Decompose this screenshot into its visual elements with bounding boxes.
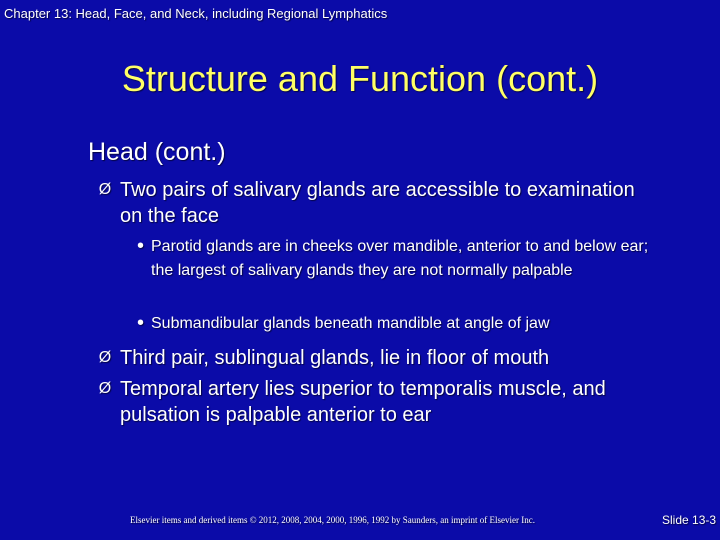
bullet-parotid-glands [130, 235, 670, 283]
slide-number: Slide 13-3 [662, 513, 717, 527]
bullet-submandibular-glands [130, 312, 690, 336]
bullet-sublingual-glands [90, 345, 690, 371]
bullet-text: Submandibular glands beneath mandible at angle of jaw [151, 315, 550, 332]
arrow-bullet-icon: Ø [98, 349, 112, 366]
bullet-salivary-glands [90, 177, 670, 229]
arrow-bullet-icon: Ø [98, 380, 112, 397]
chapter-header: Chapter 13: Head, Face, and Neck, including Regional Lymphatics [4, 6, 388, 21]
arrow-bullet-icon: Ø [98, 181, 112, 198]
bullet-level1-head [40, 138, 226, 167]
bullet-text: Temporal artery lies superior to temporalis muscle, and pulsation is palpable anterior to ear [120, 378, 606, 426]
copyright-footer: Elsevier items and derived items © 2012, 2008, 2004, 2000, 1996, 1992 by Saunders, an imprint of Elsevier Inc. [130, 515, 536, 525]
bullet-text: Third pair, sublingual glands, lie in floor of mouth [120, 347, 550, 369]
bullet-temporal-artery [90, 376, 690, 428]
dot-bullet-icon: • [136, 312, 144, 334]
dot-bullet-icon: • [136, 235, 144, 257]
square-bullet-icon [40, 138, 88, 144]
bullet-text: Parotid glands are in cheeks over mandible, anterior to and below ear; the largest of salivary glands they are not normally palpable [151, 238, 649, 279]
bullet-text: Two pairs of salivary glands are accessible to examination on the face [120, 179, 635, 227]
bullet-text: Head (cont.) [88, 138, 226, 166]
slide-title: Structure and Function (cont.) [121, 58, 599, 99]
